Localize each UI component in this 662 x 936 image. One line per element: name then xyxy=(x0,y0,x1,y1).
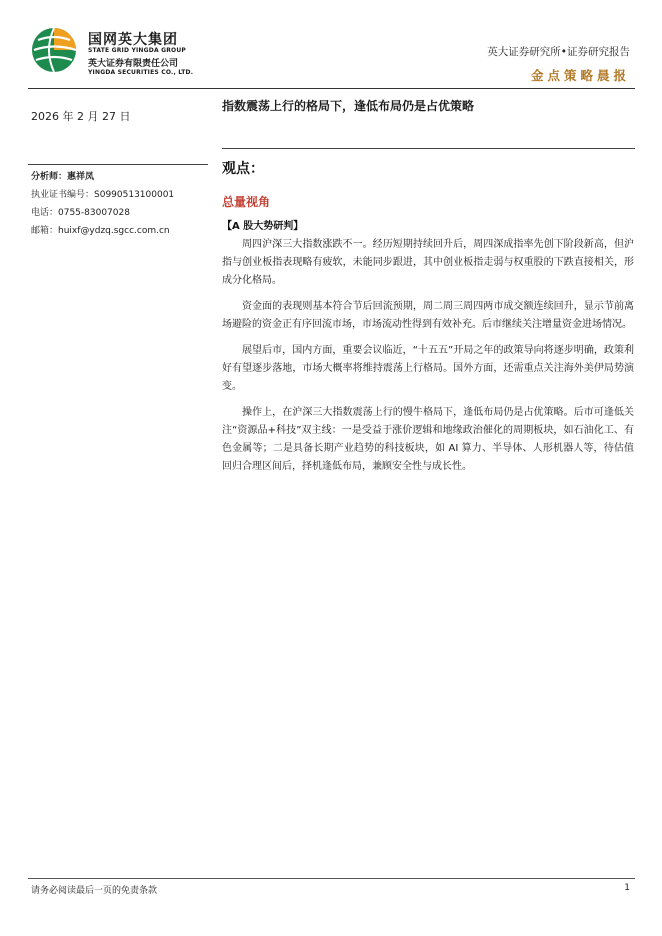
body-paragraph: 资金面的表现则基本符合节后回流预期，周二周三周四两市成交额连续回升，显示节前离场避险的资金正有序回流市场，市场流动性得到有效补充。后市继续关注增量资金进场情况。 xyxy=(222,301,634,330)
globe-logo-icon xyxy=(30,26,82,78)
report-date: 2026 年 2 月 27 日 xyxy=(31,110,131,123)
right-column-divider xyxy=(222,148,635,149)
section-subheading: 【A 股大势研判】 xyxy=(222,221,304,232)
viewpoint-heading: 观点： xyxy=(222,161,264,177)
logo-name-en: STATE GRID YINGDA GROUP xyxy=(88,47,187,54)
report-source: 英大证券研究所•证券研究报告 xyxy=(487,46,630,58)
footer-divider xyxy=(28,878,635,879)
analyst-cert: 执业证书编号：S0990513100001 xyxy=(31,190,175,200)
page-number: 1 xyxy=(624,883,630,893)
logo-subsidiary-en: YINGDA SECURITIES CO., LTD. xyxy=(88,69,194,76)
analyst-phone: 电话：0755-83007028 xyxy=(31,208,130,218)
analyst-info xyxy=(31,168,174,240)
body-paragraph: 周四沪深三大指数涨跌不一。经历短期持续回升后，周四深成指率先创下阶段新高，但沪指与创业板指表现略有疲软，未能同步跟进，其中创业板指走弱与权重股的下跌直接相关，形成分化格局。 xyxy=(222,239,634,286)
footer-disclaimer: 请务必阅读最后一页的免责条款 xyxy=(31,886,158,896)
logo-name-cn: 国网英大集团 xyxy=(88,32,178,48)
logo-subsidiary-cn: 英大证券有限责任公司 xyxy=(88,59,179,69)
report-body xyxy=(222,236,634,484)
company-logo xyxy=(30,26,230,78)
report-type: 金点策略晨报 xyxy=(530,68,630,83)
analyst-name: 分析师：惠祥凤 xyxy=(31,172,95,182)
analyst-email: 邮箱：huixf@ydzq.sgcc.com.cn xyxy=(31,226,170,236)
left-column-divider xyxy=(28,164,208,165)
header-divider xyxy=(28,88,635,89)
body-paragraph: 展望后市，国内方面，重要会议临近，“十五五”开局之年的政策导向将逐步明确，政策利好有望逐步落地，市场大概率将维持震荡上行格局。国外方面，还需重点关注海外美伊局势演变。 xyxy=(222,345,634,392)
body-paragraph: 操作上，在沪深三大指数震荡上行的慢牛格局下，逢低布局仍是占优策略。后市可逢低关注“资源品+科技”双主线：一是受益于涨价逻辑和地缘政治催化的周期板块，如石油化工、有色金属等；二是具备长期产业趋势的科技板块，如 AI 算力、半导体、人形机器人等，待估值回归合理区间后，择机逢低布局，兼顾安全性与成长性。 xyxy=(222,407,634,472)
report-title: 指数震荡上行的格局下，逢低布局仍是占优策略 xyxy=(222,99,475,113)
section-heading: 总量视角 xyxy=(222,195,271,209)
